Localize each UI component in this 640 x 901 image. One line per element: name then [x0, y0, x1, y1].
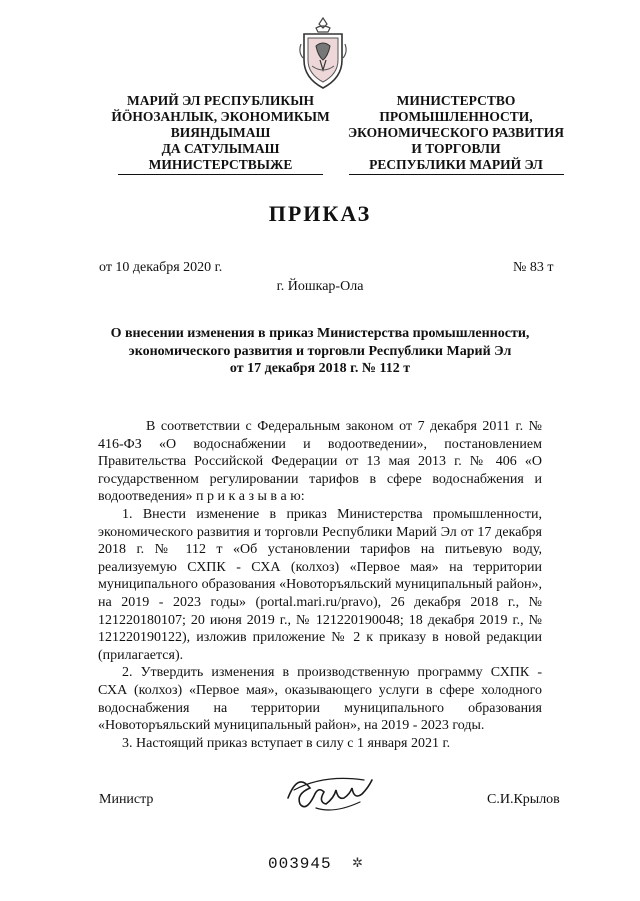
header-line: ПРОМЫШЛЕННОСТИ,: [379, 109, 533, 124]
signatory-name: С.И.Крылов: [487, 792, 560, 807]
header-line: И ТОРГОВЛИ: [411, 141, 501, 156]
header-line: РЕСПУБЛИКИ МАРИЙ ЭЛ: [369, 157, 543, 172]
document-date: от 10 декабря 2020 г.: [99, 260, 223, 275]
header-line: ДА САТУЛЫМАШ: [161, 141, 280, 156]
signatory-title: Министр: [99, 792, 154, 807]
ministry-header-russian: [338, 93, 574, 175]
header-line: ВИЯНДЫМАШ: [170, 125, 271, 140]
serial-number: 003945: [268, 855, 332, 873]
document-subject: [60, 325, 580, 378]
body-paragraph-item-3: 3. Настоящий приказ вступает в силу с 1 января 2021 г.: [122, 735, 451, 751]
coat-of-arms-icon: [298, 16, 348, 90]
subject-line: от 17 декабря 2018 г. № 112 т: [229, 361, 411, 376]
body-paragraph-preamble: В соответствии с Федеральным законом от 7 декабря 2011 г. № 416-ФЗ «О водоснабжении и водоотведении», постановлением Правительства Российской Федерации от 13 мая 2013 г. № 406 «О государственном регулировании тарифов в сфере водоснабжения и водоотведения» п р и к а з ы в а ю:: [98, 419, 542, 505]
header-line: МИНИСТЕРСТВО: [396, 93, 516, 108]
ministry-header-mari: [98, 93, 343, 175]
document-title: ПРИКАЗ: [268, 201, 372, 226]
body-paragraph-item-1: 1. Внести изменение в приказ Министерства промышленности, экономического развития и торговли Республики Марий Эл от 17 декабря 2018 г. № 112 т «Об установлении тарифов на питьевую воду, реализуемую СХПК - СХА (колхоз) «Первое мая» на территории муниципального образования «Новоторъяльский муниципальный район», на 2019 - 2023 годы» (portal.mari.ru/pravo), 26 декабря 2018 г., № 121220180107; 20 июня 2019 г., № 121220190048; 18 декабря 2019 г., № 121220190122), изложив приложение № 2 к приказу в новой редакции (прилагается).: [98, 506, 542, 663]
subject-line: О внесении изменения в приказ Министерства промышленности,: [110, 326, 530, 341]
header-line: ЭКОНОМИЧЕСКОГО РАЗВИТИЯ: [348, 125, 564, 140]
header-line: МИНИСТЕРСТВЫЖЕ: [148, 157, 293, 172]
document-city: г. Йошкар-Ола: [276, 279, 364, 294]
header-line: МАРИЙ ЭЛ РЕСПУБЛИКЫН: [127, 93, 314, 108]
body-paragraph-item-2: 2. Утвердить изменения в производственную программу СХПК - СХА (колхоз) «Первое мая», оказывающего услуги в сфере холодного водоснабжения на территории муниципального образования «Новоторъяльский муниципальный район», на 2019 - 2023 годы.: [98, 665, 542, 734]
asterisk-mark-icon: ✲: [352, 855, 363, 870]
header-underline: [349, 174, 564, 175]
handwritten-signature-icon: [280, 768, 392, 818]
subject-line: экономического развития и торговли Республики Марий Эл: [128, 343, 512, 359]
document-number: № 83 т: [513, 260, 554, 275]
header-underline: [118, 174, 323, 175]
document-body: [98, 418, 542, 752]
header-line: ЙÖНОЗАНЛЫК, ЭКОНОМИКЫМ: [111, 109, 330, 124]
